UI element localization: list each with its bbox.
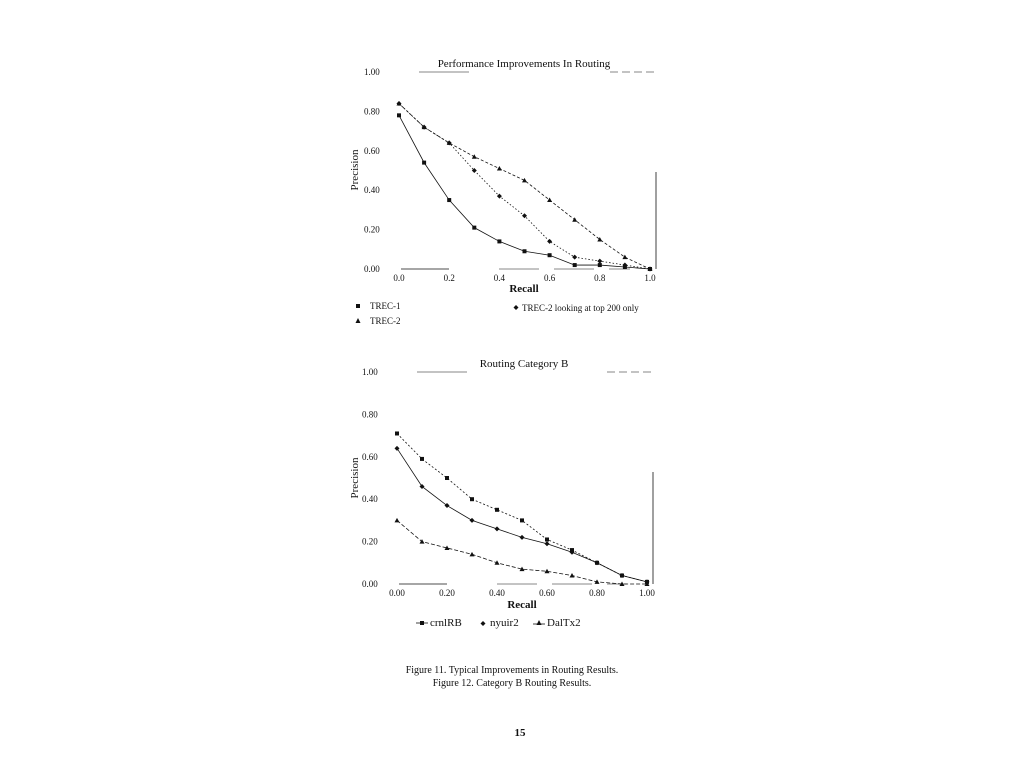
chart1-series-1-point: [497, 166, 502, 171]
chart2-series-0-point: [545, 537, 549, 541]
chart1-series-0-point: [573, 263, 577, 267]
chart1-title: Performance Improvements In Routing: [437, 58, 611, 70]
legend-label-nyuir2: nyuir2: [490, 617, 519, 629]
chart2-ytick-label: 0.20: [362, 536, 378, 547]
chart1-series-1-point: [622, 255, 627, 260]
chart2-frame: [399, 372, 653, 584]
chart1-series-line-1: [399, 104, 650, 269]
chart2-series-1-point: [470, 518, 475, 523]
chart2-ytick-label: 0.60: [362, 451, 378, 462]
chart2-xtick-label: 0.60: [539, 588, 555, 598]
chart2-xlabel: Recall: [507, 599, 537, 611]
chart2-series-1-point: [495, 526, 500, 531]
chart-performance-improvements: [0, 0, 1024, 340]
chart1-ytick-label: 0.00: [364, 264, 380, 274]
chart1-series-0-point: [447, 198, 451, 202]
chart1-series-0-point: [523, 249, 527, 253]
legend-marker-trec1: [356, 304, 360, 308]
chart1-xtick-label: 0.4: [493, 273, 506, 283]
chart1-series-0-point: [497, 239, 501, 243]
legend-marker-trec2: [356, 318, 361, 323]
chart2-series-0-point: [395, 431, 399, 435]
chart2-series-0-point: [470, 497, 474, 501]
chart2-series-line-1: [397, 448, 647, 582]
chart2-legend: [416, 617, 581, 629]
chart1-series-1-point: [472, 154, 477, 159]
legend-marker-crnlrb: [420, 621, 424, 625]
chart1-series-0-point: [598, 263, 602, 267]
legend-label-crnlrb: crnlRB: [430, 617, 462, 629]
legend-label-trec2: TREC-2: [370, 316, 401, 326]
chart2-series-1-point: [520, 535, 525, 540]
chart1-xlabel: Recall: [509, 283, 539, 295]
figure-11-caption: Figure 11. Typical Improvements in Routing Results.: [405, 665, 619, 676]
chart1-frame: [401, 72, 656, 269]
chart2-ytick-label: 0.40: [362, 494, 378, 505]
chart1-series-0-point: [548, 253, 552, 257]
chart1-xtick-label: 0.2: [443, 273, 455, 283]
chart1-series-2-point: [547, 239, 552, 244]
legend-marker-nyuir2: [481, 621, 486, 626]
chart1-series-2-point: [497, 194, 502, 199]
chart2-ylabel: Precision: [349, 457, 361, 499]
page-number: 15: [514, 727, 526, 739]
legend-marker-daltx2: [537, 620, 542, 625]
chart1-series: [397, 101, 653, 271]
chart1-series-2-point: [597, 259, 602, 264]
chart2-series-1-point: [395, 446, 400, 451]
chart2-series-2-point: [570, 573, 575, 578]
chart1-tick-labels: [364, 67, 656, 283]
chart1-series-2-point: [572, 255, 577, 260]
chart2-tick-labels: [362, 367, 655, 598]
chart2-series-0-point: [445, 476, 449, 480]
legend-label-daltx2: DalTx2: [547, 617, 581, 629]
chart1-series-0-point: [472, 226, 476, 230]
chart1-series-line-0: [399, 115, 650, 269]
legend-label-trec2-top200: TREC-2 looking at top 200 only: [522, 303, 639, 313]
chart2-series-0-point: [420, 457, 424, 461]
chart1-ytick-label: 0.80: [364, 106, 380, 117]
chart2-series-2-point: [470, 552, 475, 557]
chart1-ytick-label: 1.00: [364, 67, 380, 77]
chart2-xtick-label: 0.20: [439, 588, 455, 598]
chart1-ylabel: Precision: [349, 149, 361, 191]
chart2-xtick-label: 0.40: [489, 588, 505, 598]
chart1-series-0-point: [422, 161, 426, 165]
chart1-ytick-label: 0.20: [364, 224, 380, 235]
chart1-ytick-label: 0.40: [364, 185, 380, 196]
chart2-xtick-label: 0.80: [589, 588, 605, 598]
chart1-series-line-2: [399, 104, 650, 269]
chart2-series-2-point: [395, 518, 400, 523]
chart2-series-line-2: [397, 520, 647, 584]
chart1-xtick-label: 1.0: [644, 273, 656, 283]
chart2-ytick-label: 0.00: [362, 579, 378, 589]
chart2-series-0-point: [520, 518, 524, 522]
chart1-legend: [356, 301, 640, 326]
legend-marker-trec2-top200: [514, 305, 519, 310]
chart-routing-category-b: [0, 340, 1024, 670]
chart2-title: Routing Category B: [479, 358, 569, 370]
chart1-xtick-label: 0.6: [543, 273, 556, 283]
chart2-xtick-label: 0.00: [389, 588, 405, 598]
chart2-xtick-label: 1.00: [639, 588, 655, 598]
chart2-series-1-point: [545, 541, 550, 546]
chart1-series-0-point: [397, 113, 401, 117]
chart2-ytick-label: 0.80: [362, 409, 378, 420]
chart2-ytick-label: 1.00: [362, 367, 378, 377]
chart2-series-line-0: [397, 433, 647, 581]
legend-label-trec1: TREC-1: [370, 301, 401, 311]
chart1-xtick-label: 0.8: [594, 273, 606, 283]
chart1-xtick-label: 0.0: [393, 273, 405, 283]
chart2-series-0-point: [495, 508, 499, 512]
chart2-series: [395, 431, 650, 586]
figure-12-caption: Figure 12. Category B Routing Results.: [432, 678, 592, 689]
chart1-ytick-label: 0.60: [364, 145, 380, 156]
chart1-series-1-point: [572, 217, 577, 222]
chart1-series-1-point: [522, 178, 527, 183]
